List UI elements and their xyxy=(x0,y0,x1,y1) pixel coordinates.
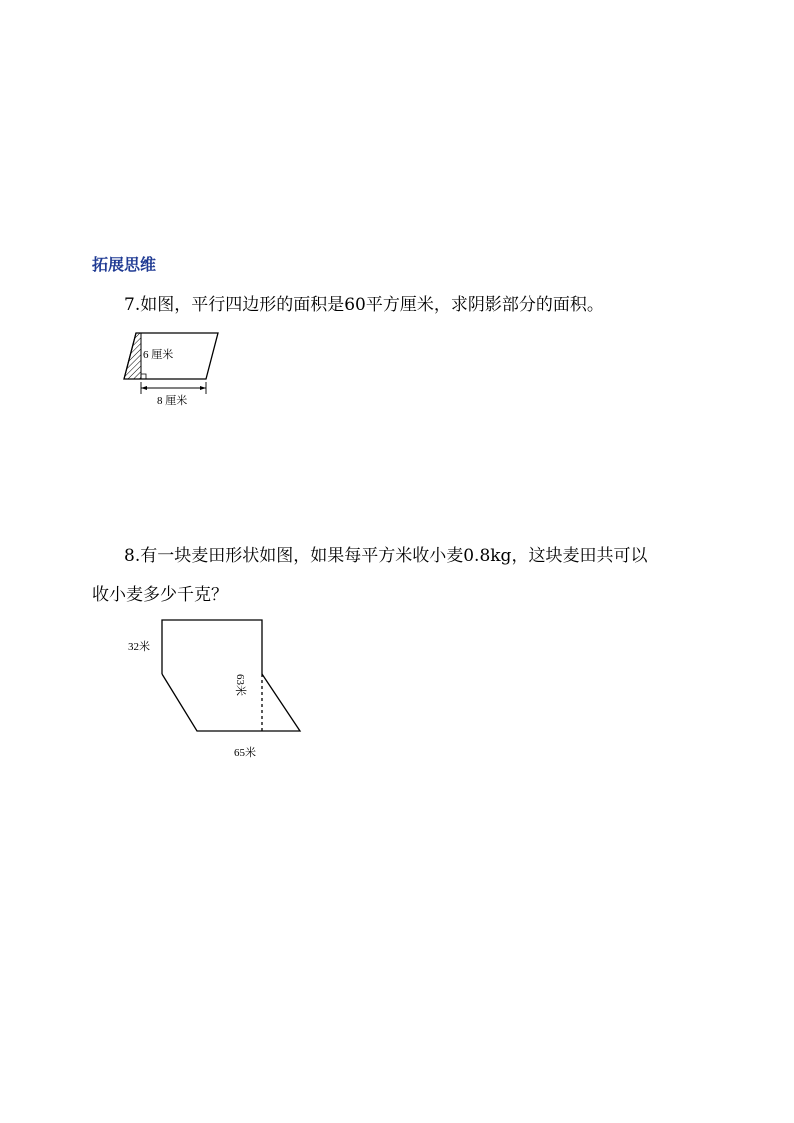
rectangle-outline xyxy=(162,620,262,674)
base-label: 8 厘米 xyxy=(157,395,188,407)
question-8-text-line-2: 收小麦多少千克？ xyxy=(92,585,228,605)
base-label: 65米 xyxy=(234,747,256,759)
parallelogram-outline xyxy=(162,674,300,731)
shaded-triangle xyxy=(124,333,141,379)
question-7-text: 7.如图，平行四边形的面积是60平方厘米，求阴影部分的面积。 xyxy=(124,295,604,315)
section-title: 拓展思维 xyxy=(92,255,157,274)
question-8-text-line-1: 8.有一块麦田形状如图，如果每平方米收小麦0.8kg，这块麦田共可以 xyxy=(124,546,648,566)
right-angle-mark xyxy=(141,374,146,379)
question-7-parallelogram-figure xyxy=(120,330,230,412)
base-arrow-left xyxy=(141,386,147,390)
question-8-field-figure xyxy=(125,614,315,766)
height-label: 63米 xyxy=(234,674,246,696)
top-side-label: 32米 xyxy=(128,641,150,653)
height-label: 6 厘米 xyxy=(143,349,174,361)
base-arrow-right xyxy=(200,386,206,390)
